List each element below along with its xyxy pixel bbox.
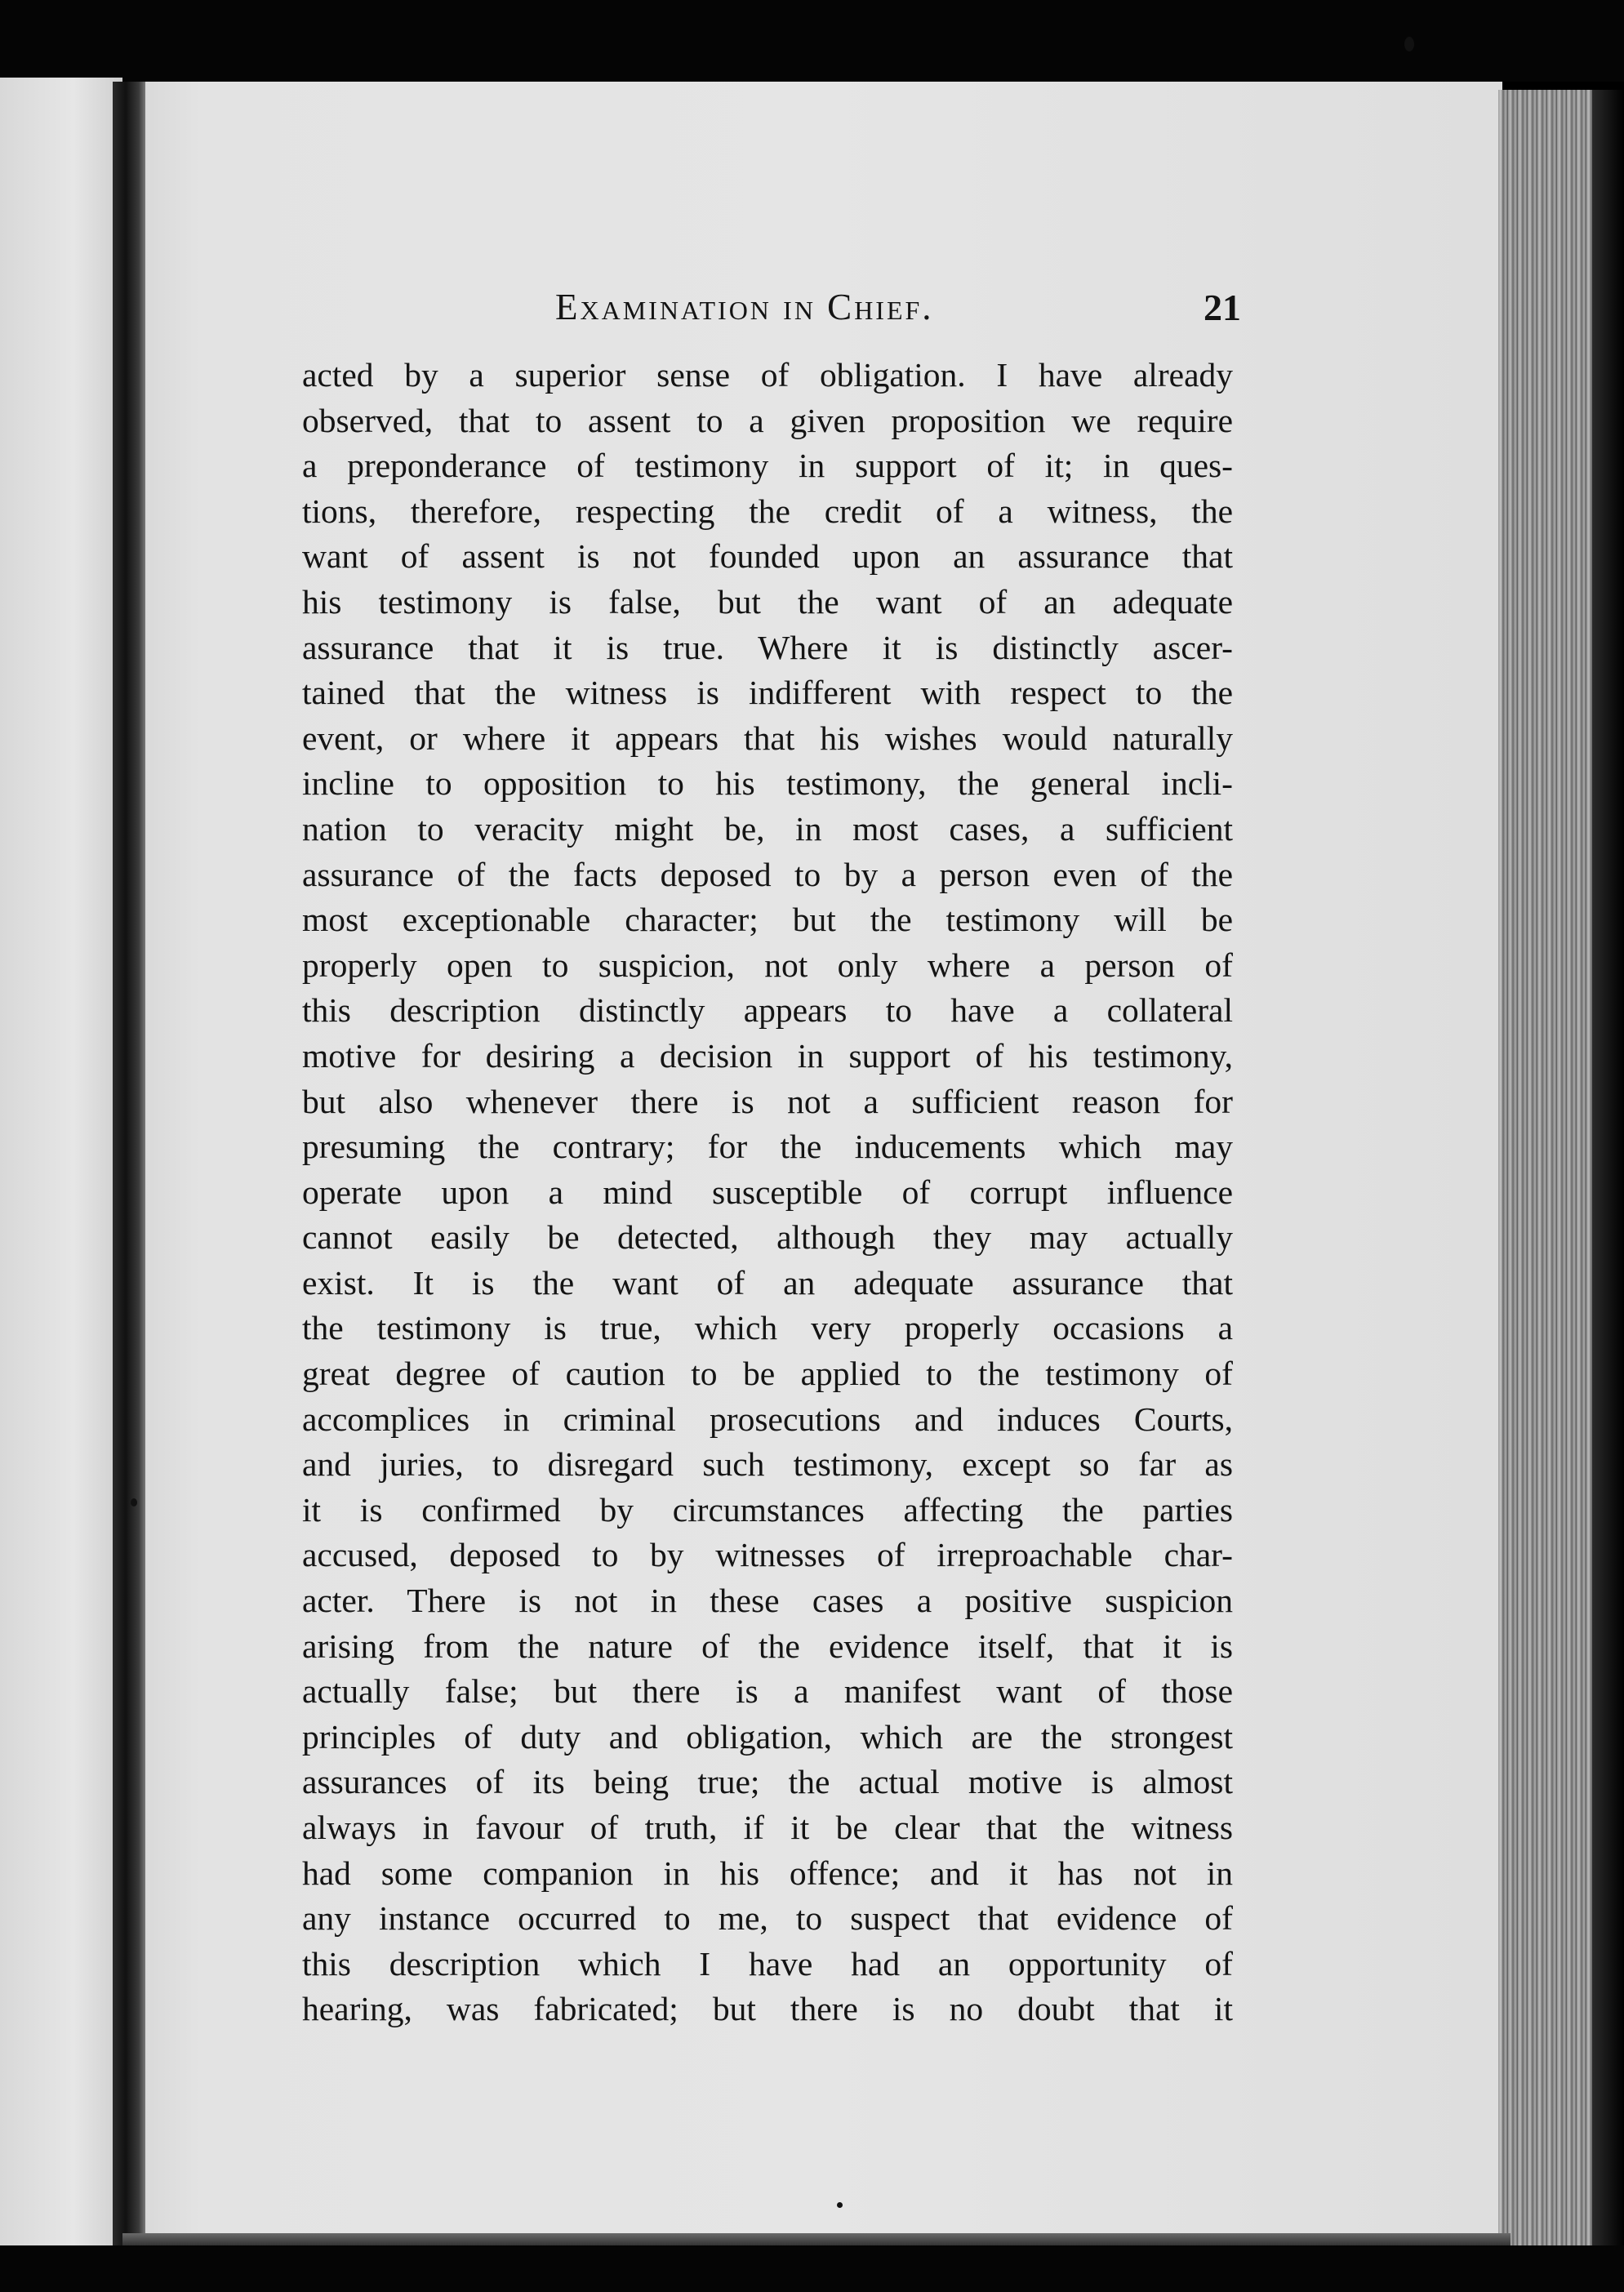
scan-speck: [131, 1498, 137, 1506]
text-line: principles of duty and obligation, which are the strongest: [302, 1717, 1233, 1756]
text-line: assurance of the facts deposed to by a person even of the: [302, 855, 1233, 893]
text-line: most exceptionable character; but the testimony will be: [302, 901, 1233, 939]
text-line: arising from the nature of the evidence itself, that it is: [302, 1627, 1233, 1665]
body-text: [302, 353, 1233, 2032]
text-line: actually false; but there is a manifest want of those: [302, 1672, 1233, 1711]
running-head-title: Examination in Chief.: [555, 287, 934, 327]
scan-border-top: [0, 0, 1624, 82]
facing-page-edge: [0, 78, 122, 2250]
text-line: acted by a superior sense of obligation. I have already: [302, 356, 1233, 394]
text-line: this description distinctly appears to have a collateral: [302, 991, 1233, 1030]
text-line: properly open to suspicion, not only where a person of: [302, 946, 1233, 984]
text-line: operate upon a mind susceptible of corrupt influence: [302, 1173, 1233, 1211]
text-line: nation to veracity might be, in most cases, a sufficient: [302, 809, 1233, 848]
text-line: his testimony is false, but the want of an adequate: [302, 582, 1233, 621]
text-line: had some companion in his offence; and it has not in: [302, 1854, 1233, 1892]
text-line: tions, therefore, respecting the credit of a witness, the: [302, 492, 1233, 530]
text-line: but also whenever there is not a sufficient reason for: [302, 1082, 1233, 1120]
page-stack-fore-edge: [1498, 90, 1596, 2250]
text-line: great degree of caution to be applied to the testimony of: [302, 1355, 1233, 1393]
text-line: any instance occurred to me, to suspect that evidence of: [302, 1899, 1233, 1938]
scan-speck: [1404, 37, 1414, 51]
text-line: it is confirmed by circumstances affecting the parties: [302, 1490, 1233, 1529]
text-line: hearing, was fabricated; but there is no doubt that it: [302, 1990, 1233, 2028]
scan-speck: [837, 2202, 843, 2208]
text-line: incline to opposition to his testimony, the general incli-: [302, 764, 1233, 803]
text-line: motive for desiring a decision in support of his testimony,: [302, 1036, 1233, 1075]
text-line: accused, deposed to by witnesses of irreproachable char-: [302, 1536, 1233, 1574]
text-line: and juries, to disregard such testimony, except so far as: [302, 1445, 1233, 1484]
book-gutter: [113, 82, 145, 2254]
page-number: 21: [1204, 287, 1241, 328]
text-line: this description which I have had an opportunity of: [302, 1944, 1233, 1983]
text-line: always in favour of truth, if it be clear that the witness: [302, 1809, 1233, 1846]
text-line: assurance that it is true. Where it is distinctly ascer-: [302, 628, 1233, 666]
text-line: event, or where it appears that his wishes would naturally: [302, 719, 1233, 757]
text-line: want of assent is not founded upon an assurance that: [302, 537, 1233, 576]
text-line: acter. There is not in these cases a positive suspicion: [302, 1582, 1233, 1620]
text-line: tained that the witness is indifferent with respect to the: [302, 674, 1233, 712]
text-line: a preponderance of testimony in support of it; in ques-: [302, 447, 1233, 485]
fore-edge-shadow: [1592, 90, 1624, 2250]
text-line: observed, that to assent to a given proposition we require: [302, 401, 1233, 439]
scan-border-bottom: [0, 2245, 1624, 2292]
text-line: accomplices in criminal prosecutions and induces Courts,: [302, 1400, 1233, 1438]
text-line: assurances of its being true; the actual motive is almost: [302, 1763, 1233, 1801]
text-line: exist. It is the want of an adequate assurance that: [302, 1263, 1233, 1302]
running-head: [245, 286, 1241, 335]
text-line: cannot easily be detected, although they may actually: [302, 1218, 1233, 1257]
text-line: the testimony is true, which very properly occasions a: [302, 1309, 1233, 1347]
text-line: presuming the contrary; for the inducements which may: [302, 1128, 1233, 1166]
